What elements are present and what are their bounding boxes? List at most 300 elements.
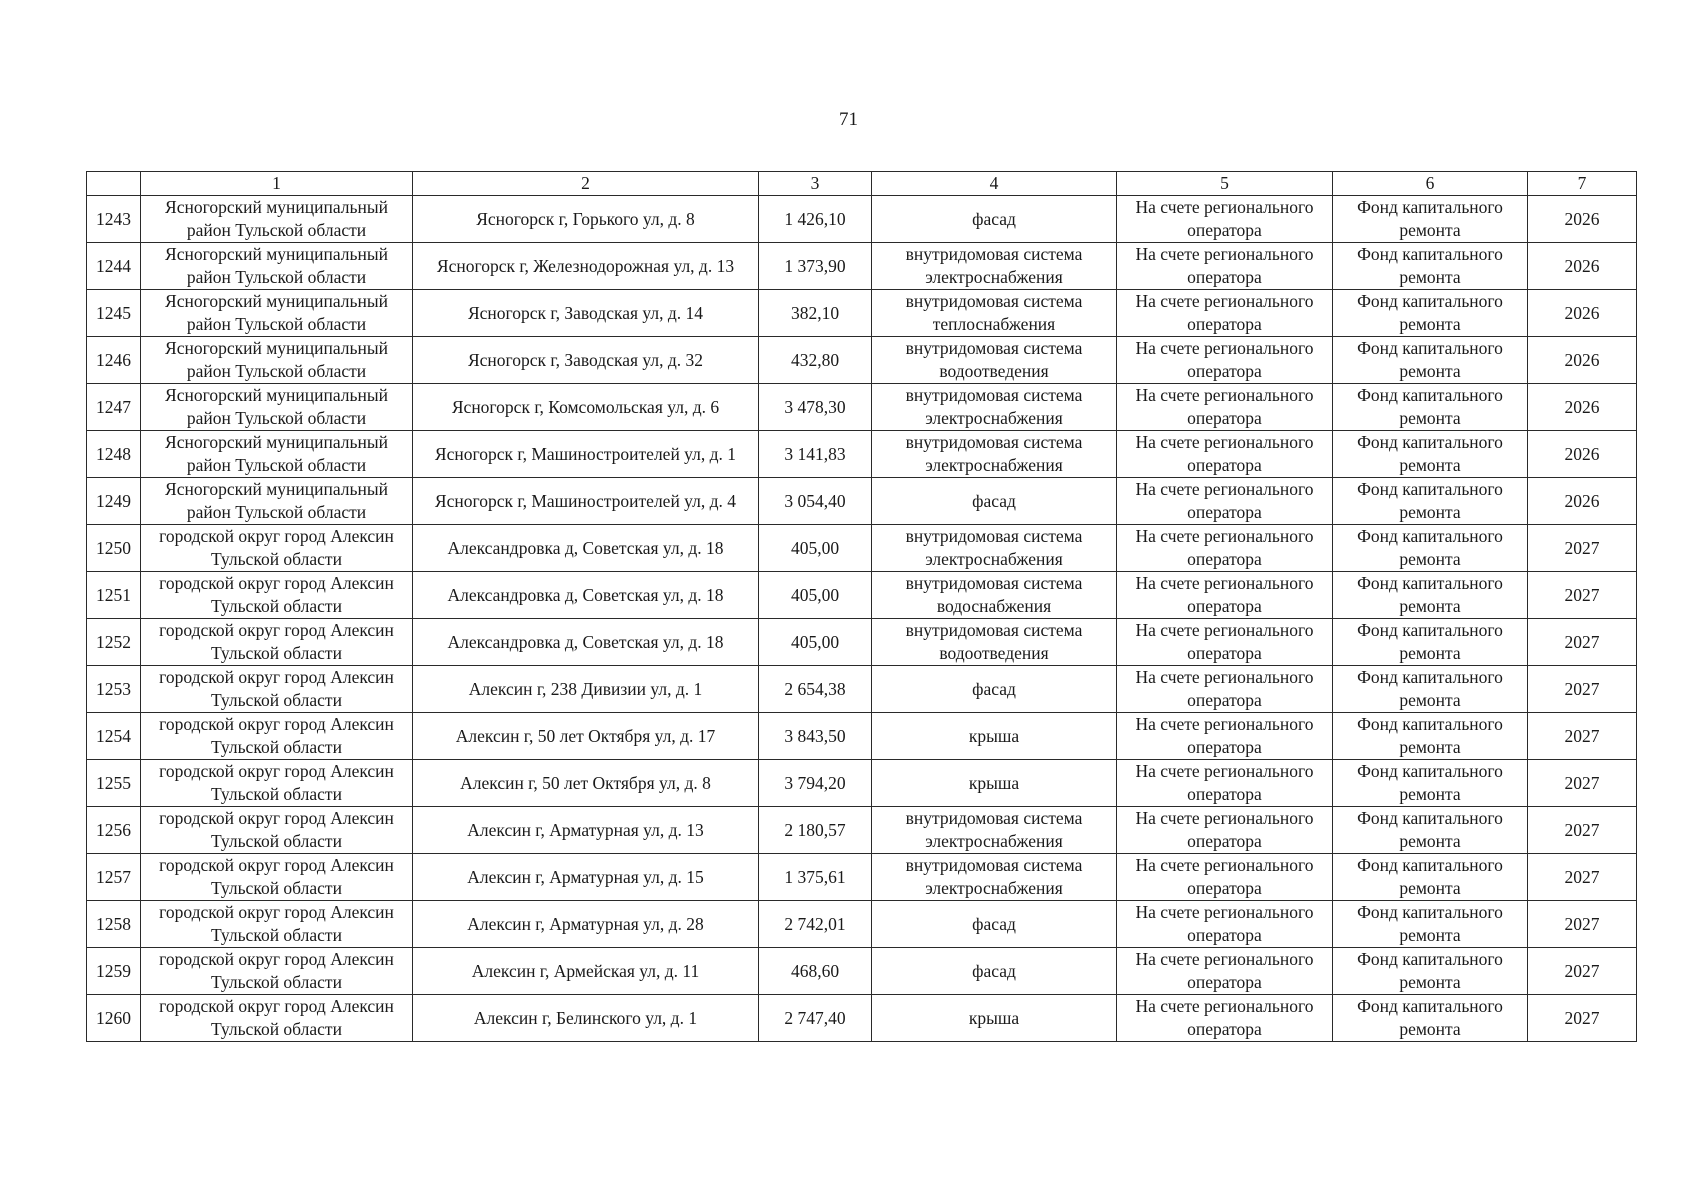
work-type-line: теплоснабжения: [932, 314, 1056, 334]
account-cell: [1117, 619, 1333, 666]
row-number-cell: 1252: [87, 619, 141, 666]
year-cell: 2027: [1528, 760, 1637, 807]
column-header-0: [87, 172, 141, 196]
funding-source-line: ремонта: [1399, 314, 1461, 334]
account-line: оператора: [1187, 972, 1262, 992]
year-cell: 2026: [1528, 243, 1637, 290]
account-line: На счете регионального: [1135, 714, 1314, 734]
funding-source-line: ремонта: [1399, 784, 1461, 804]
funding-source-line: Фонд капитального: [1357, 902, 1503, 922]
year-cell: 2027: [1528, 713, 1637, 760]
column-header-6: 6: [1333, 172, 1528, 196]
municipality-cell: [141, 243, 413, 290]
address-cell: Александровка д, Советская ул, д. 18: [413, 572, 759, 619]
account-line: оператора: [1187, 455, 1262, 475]
account-line: оператора: [1187, 408, 1262, 428]
year-cell: 2027: [1528, 807, 1637, 854]
municipality-cell: [141, 431, 413, 478]
column-header-7: 7: [1528, 172, 1637, 196]
municipality-line: городской округ город Алексин: [159, 714, 394, 734]
table-row: [87, 431, 1637, 478]
table-row: [87, 290, 1637, 337]
account-cell: [1117, 243, 1333, 290]
municipality-line: район Тульской области: [186, 314, 367, 334]
account-line: На счете регионального: [1135, 996, 1314, 1016]
area-cell: 3 794,20: [759, 760, 872, 807]
work-type-line: внутридомовая система: [905, 573, 1083, 593]
year-cell: 2027: [1528, 901, 1637, 948]
year-cell: 2027: [1528, 619, 1637, 666]
work-type-line: внутридомовая система: [905, 338, 1083, 358]
municipality-cell: [141, 760, 413, 807]
funding-source-line: Фонд капитального: [1357, 197, 1503, 217]
address-cell: Ясногорск г, Железнодорожная ул, д. 13: [413, 243, 759, 290]
work-type-cell: [872, 478, 1117, 525]
work-type-line: внутридомовая система: [905, 620, 1083, 640]
year-cell: 2026: [1528, 478, 1637, 525]
account-line: На счете регионального: [1135, 338, 1314, 358]
municipality-line: район Тульской области: [186, 455, 367, 475]
account-line: оператора: [1187, 596, 1262, 616]
municipality-line: Тульской области: [211, 643, 342, 663]
municipality-line: Тульской области: [211, 831, 342, 851]
funding-source-line: Фонд капитального: [1357, 338, 1503, 358]
table-row: [87, 948, 1637, 995]
account-line: На счете регионального: [1135, 855, 1314, 875]
municipality-cell: [141, 619, 413, 666]
table-body: [87, 172, 1637, 1042]
municipality-line: Тульской области: [211, 549, 342, 569]
funding-source-cell: [1333, 337, 1528, 384]
municipality-cell: [141, 290, 413, 337]
municipality-line: городской округ город Алексин: [159, 996, 394, 1016]
account-line: На счете регионального: [1135, 808, 1314, 828]
funding-source-line: ремонта: [1399, 408, 1461, 428]
funding-source-cell: [1333, 948, 1528, 995]
municipality-line: Тульской области: [211, 878, 342, 898]
row-number-cell: 1248: [87, 431, 141, 478]
row-number-cell: 1258: [87, 901, 141, 948]
municipality-line: городской округ город Алексин: [159, 573, 394, 593]
account-line: На счете регионального: [1135, 949, 1314, 969]
municipality-line: Тульской области: [211, 690, 342, 710]
municipality-line: городской округ город Алексин: [159, 761, 394, 781]
work-type-cell: [872, 948, 1117, 995]
municipality-line: городской округ город Алексин: [159, 949, 394, 969]
funding-source-cell: [1333, 290, 1528, 337]
work-type-line: фасад: [972, 678, 1016, 699]
work-type-cell: [872, 901, 1117, 948]
table-row: [87, 760, 1637, 807]
funding-source-cell: [1333, 995, 1528, 1042]
area-cell: 1 426,10: [759, 196, 872, 243]
account-line: оператора: [1187, 784, 1262, 804]
funding-source-line: Фонд капитального: [1357, 526, 1503, 546]
account-line: оператора: [1187, 1019, 1262, 1039]
table-row: [87, 666, 1637, 713]
column-header-4: 4: [872, 172, 1117, 196]
area-cell: 405,00: [759, 572, 872, 619]
account-line: На счете регионального: [1135, 479, 1314, 499]
work-type-line: водоотведения: [939, 643, 1049, 663]
account-line: На счете регионального: [1135, 620, 1314, 640]
row-number-cell: 1255: [87, 760, 141, 807]
table-row: [87, 854, 1637, 901]
work-type-cell: [872, 243, 1117, 290]
funding-source-cell: [1333, 666, 1528, 713]
year-cell: 2027: [1528, 854, 1637, 901]
account-line: На счете регионального: [1135, 244, 1314, 264]
row-number-cell: 1244: [87, 243, 141, 290]
account-cell: [1117, 525, 1333, 572]
funding-source-line: Фонд капитального: [1357, 432, 1503, 452]
funding-source-line: ремонта: [1399, 361, 1461, 381]
municipality-cell: [141, 525, 413, 572]
work-type-line: внутридомовая система: [905, 432, 1083, 452]
work-type-line: крыша: [968, 725, 1020, 746]
work-type-cell: [872, 760, 1117, 807]
account-line: оператора: [1187, 737, 1262, 757]
year-cell: 2027: [1528, 666, 1637, 713]
year-cell: 2027: [1528, 572, 1637, 619]
work-type-line: электроснабжения: [925, 408, 1063, 428]
municipality-cell: [141, 572, 413, 619]
municipality-cell: [141, 901, 413, 948]
funding-source-cell: [1333, 760, 1528, 807]
account-line: На счете регионального: [1135, 761, 1314, 781]
row-number-cell: 1260: [87, 995, 141, 1042]
table-row: [87, 901, 1637, 948]
funding-source-line: Фонд капитального: [1357, 855, 1503, 875]
funding-source-line: Фонд капитального: [1357, 620, 1503, 640]
funding-source-line: Фонд капитального: [1357, 573, 1503, 593]
funding-source-cell: [1333, 619, 1528, 666]
year-cell: 2027: [1528, 525, 1637, 572]
municipality-line: Ясногорский муниципальный: [165, 291, 388, 311]
area-cell: 2 654,38: [759, 666, 872, 713]
work-type-cell: [872, 807, 1117, 854]
municipality-line: район Тульской области: [186, 502, 367, 522]
row-number-cell: 1259: [87, 948, 141, 995]
work-type-line: электроснабжения: [925, 267, 1063, 287]
municipality-line: Ясногорский муниципальный: [165, 479, 388, 499]
area-cell: 1 375,61: [759, 854, 872, 901]
work-type-line: электроснабжения: [925, 878, 1063, 898]
work-type-cell: [872, 572, 1117, 619]
municipality-line: городской округ город Алексин: [159, 902, 394, 922]
funding-source-line: ремонта: [1399, 502, 1461, 522]
area-cell: 3 054,40: [759, 478, 872, 525]
address-cell: Ясногорск г, Горького ул, д. 8: [413, 196, 759, 243]
address-cell: Ясногорск г, Машиностроителей ул, д. 1: [413, 431, 759, 478]
work-type-line: фасад: [972, 913, 1016, 934]
work-type-cell: [872, 713, 1117, 760]
year-cell: 2026: [1528, 290, 1637, 337]
municipality-line: городской округ город Алексин: [159, 526, 394, 546]
funding-source-cell: [1333, 196, 1528, 243]
work-type-line: внутридомовая система: [905, 244, 1083, 264]
area-cell: 3 141,83: [759, 431, 872, 478]
row-number-cell: 1246: [87, 337, 141, 384]
work-type-cell: [872, 431, 1117, 478]
funding-source-line: ремонта: [1399, 267, 1461, 287]
funding-source-cell: [1333, 431, 1528, 478]
table-row: [87, 243, 1637, 290]
address-cell: Ясногорск г, Машиностроителей ул, д. 4: [413, 478, 759, 525]
account-line: оператора: [1187, 549, 1262, 569]
funding-source-line: Фонд капитального: [1357, 808, 1503, 828]
address-cell: Александровка д, Советская ул, д. 18: [413, 619, 759, 666]
area-cell: 405,00: [759, 619, 872, 666]
account-cell: [1117, 666, 1333, 713]
table-row: [87, 525, 1637, 572]
page-number: 71: [839, 109, 858, 130]
account-cell: [1117, 384, 1333, 431]
municipality-line: Ясногорский муниципальный: [165, 385, 388, 405]
column-header-5: 5: [1117, 172, 1333, 196]
work-type-line: внутридомовая система: [905, 808, 1083, 828]
work-type-line: электроснабжения: [925, 549, 1063, 569]
funding-source-line: ремонта: [1399, 455, 1461, 475]
funding-source-line: Фонд капитального: [1357, 385, 1503, 405]
account-cell: [1117, 854, 1333, 901]
funding-source-cell: [1333, 243, 1528, 290]
account-line: оператора: [1187, 878, 1262, 898]
account-line: На счете регионального: [1135, 526, 1314, 546]
table-row: [87, 619, 1637, 666]
account-line: На счете регионального: [1135, 432, 1314, 452]
account-line: оператора: [1187, 502, 1262, 522]
repair-schedule-table: [86, 171, 1637, 1042]
funding-source-line: ремонта: [1399, 220, 1461, 240]
year-cell: 2026: [1528, 196, 1637, 243]
row-number-cell: 1256: [87, 807, 141, 854]
account-cell: [1117, 431, 1333, 478]
address-cell: Алексин г, Армейская ул, д. 11: [413, 948, 759, 995]
address-cell: Алексин г, 50 лет Октября ул, д. 8: [413, 760, 759, 807]
account-line: оператора: [1187, 220, 1262, 240]
column-header-3: 3: [759, 172, 872, 196]
funding-source-cell: [1333, 572, 1528, 619]
work-type-cell: [872, 290, 1117, 337]
area-cell: 2 180,57: [759, 807, 872, 854]
table-row: [87, 713, 1637, 760]
account-line: оператора: [1187, 831, 1262, 851]
municipality-line: Тульской области: [211, 1019, 342, 1039]
funding-source-line: ремонта: [1399, 643, 1461, 663]
funding-source-line: ремонта: [1399, 831, 1461, 851]
funding-source-line: Фонд капитального: [1357, 949, 1503, 969]
funding-source-line: ремонта: [1399, 925, 1461, 945]
funding-source-cell: [1333, 525, 1528, 572]
address-cell: Алексин г, 238 Дивизии ул, д. 1: [413, 666, 759, 713]
account-line: оператора: [1187, 267, 1262, 287]
funding-source-cell: [1333, 807, 1528, 854]
account-line: На счете регионального: [1135, 667, 1314, 687]
work-type-cell: [872, 995, 1117, 1042]
municipality-line: Ясногорский муниципальный: [165, 244, 388, 264]
column-header-2: 2: [413, 172, 759, 196]
municipality-line: район Тульской области: [186, 408, 367, 428]
funding-source-line: ремонта: [1399, 737, 1461, 757]
account-cell: [1117, 290, 1333, 337]
municipality-cell: [141, 196, 413, 243]
municipality-line: городской округ город Алексин: [159, 808, 394, 828]
municipality-line: городской округ город Алексин: [159, 620, 394, 640]
funding-source-line: ремонта: [1399, 549, 1461, 569]
address-cell: Ясногорск г, Комсомольская ул, д. 6: [413, 384, 759, 431]
funding-source-line: Фонд капитального: [1357, 667, 1503, 687]
work-type-line: внутридомовая система: [905, 526, 1083, 546]
funding-source-line: ремонта: [1399, 596, 1461, 616]
account-cell: [1117, 995, 1333, 1042]
account-line: оператора: [1187, 690, 1262, 710]
year-cell: 2027: [1528, 948, 1637, 995]
funding-source-cell: [1333, 478, 1528, 525]
work-type-cell: [872, 854, 1117, 901]
area-cell: 3 843,50: [759, 713, 872, 760]
account-cell: [1117, 760, 1333, 807]
municipality-line: Ясногорский муниципальный: [165, 338, 388, 358]
funding-source-line: Фонд капитального: [1357, 244, 1503, 264]
account-line: На счете регионального: [1135, 291, 1314, 311]
account-line: На счете регионального: [1135, 197, 1314, 217]
area-cell: 1 373,90: [759, 243, 872, 290]
funding-source-line: Фонд капитального: [1357, 291, 1503, 311]
table-row: [87, 196, 1637, 243]
table-row: [87, 995, 1637, 1042]
row-number-cell: 1254: [87, 713, 141, 760]
row-number-cell: 1243: [87, 196, 141, 243]
funding-source-cell: [1333, 901, 1528, 948]
work-type-line: водоснабжения: [936, 596, 1052, 616]
account-cell: [1117, 196, 1333, 243]
work-type-line: электроснабжения: [925, 831, 1063, 851]
address-cell: Ясногорск г, Заводская ул, д. 14: [413, 290, 759, 337]
municipality-cell: [141, 713, 413, 760]
municipality-line: городской округ город Алексин: [159, 855, 394, 875]
funding-source-line: ремонта: [1399, 972, 1461, 992]
municipality-cell: [141, 384, 413, 431]
row-number-cell: 1245: [87, 290, 141, 337]
account-line: оператора: [1187, 361, 1262, 381]
account-line: оператора: [1187, 643, 1262, 663]
column-number-row: [87, 172, 1637, 196]
table-row: [87, 384, 1637, 431]
work-type-cell: [872, 384, 1117, 431]
work-type-cell: [872, 196, 1117, 243]
municipality-cell: [141, 337, 413, 384]
municipality-cell: [141, 478, 413, 525]
work-type-cell: [872, 337, 1117, 384]
work-type-cell: [872, 619, 1117, 666]
funding-source-line: Фонд капитального: [1357, 996, 1503, 1016]
row-number-cell: 1251: [87, 572, 141, 619]
year-cell: 2026: [1528, 431, 1637, 478]
account-cell: [1117, 948, 1333, 995]
work-type-cell: [872, 525, 1117, 572]
column-header-1: 1: [141, 172, 413, 196]
account-line: На счете регионального: [1135, 385, 1314, 405]
municipality-cell: [141, 666, 413, 713]
table-row: [87, 337, 1637, 384]
work-type-line: электроснабжения: [925, 455, 1063, 475]
area-cell: 2 747,40: [759, 995, 872, 1042]
address-cell: Алексин г, Арматурная ул, д. 15: [413, 854, 759, 901]
funding-source-line: ремонта: [1399, 878, 1461, 898]
funding-source-line: ремонта: [1399, 1019, 1461, 1039]
municipality-line: Ясногорский муниципальный: [165, 432, 388, 452]
table-row: [87, 572, 1637, 619]
municipality-line: Тульской области: [211, 596, 342, 616]
municipality-cell: [141, 948, 413, 995]
funding-source-line: Фонд капитального: [1357, 761, 1503, 781]
row-number-cell: 1247: [87, 384, 141, 431]
year-cell: 2027: [1528, 995, 1637, 1042]
address-cell: Алексин г, Арматурная ул, д. 28: [413, 901, 759, 948]
funding-source-line: Фонд капитального: [1357, 714, 1503, 734]
municipality-line: район Тульской области: [186, 267, 367, 287]
account-line: оператора: [1187, 314, 1262, 334]
account-line: На счете регионального: [1135, 902, 1314, 922]
account-line: На счете регионального: [1135, 573, 1314, 593]
municipality-line: городской округ город Алексин: [159, 667, 394, 687]
work-type-cell: [872, 666, 1117, 713]
area-cell: 382,10: [759, 290, 872, 337]
account-cell: [1117, 713, 1333, 760]
account-cell: [1117, 901, 1333, 948]
funding-source-line: ремонта: [1399, 690, 1461, 710]
account-cell: [1117, 337, 1333, 384]
account-cell: [1117, 572, 1333, 619]
address-cell: Алексин г, 50 лет Октября ул, д. 17: [413, 713, 759, 760]
account-cell: [1117, 478, 1333, 525]
municipality-line: район Тульской области: [186, 220, 367, 240]
work-type-line: внутридомовая система: [905, 855, 1083, 875]
row-number-cell: 1257: [87, 854, 141, 901]
funding-source-line: Фонд капитального: [1357, 479, 1503, 499]
table-row: [87, 478, 1637, 525]
row-number-cell: 1253: [87, 666, 141, 713]
area-cell: 2 742,01: [759, 901, 872, 948]
municipality-cell: [141, 854, 413, 901]
table-row: [87, 807, 1637, 854]
municipality-line: Тульской области: [211, 784, 342, 804]
municipality-line: Тульской области: [211, 925, 342, 945]
address-cell: Алексин г, Арматурная ул, д. 13: [413, 807, 759, 854]
account-cell: [1117, 807, 1333, 854]
account-line: оператора: [1187, 925, 1262, 945]
year-cell: 2026: [1528, 384, 1637, 431]
funding-source-cell: [1333, 713, 1528, 760]
funding-source-cell: [1333, 384, 1528, 431]
work-type-line: крыша: [968, 772, 1020, 793]
municipality-cell: [141, 995, 413, 1042]
funding-source-cell: [1333, 854, 1528, 901]
work-type-line: внутридомовая система: [905, 385, 1083, 405]
work-type-line: фасад: [972, 208, 1016, 229]
municipality-line: Ясногорский муниципальный: [165, 197, 388, 217]
row-number-cell: 1249: [87, 478, 141, 525]
municipality-cell: [141, 807, 413, 854]
area-cell: 3 478,30: [759, 384, 872, 431]
work-type-line: внутридомовая система: [905, 291, 1083, 311]
municipality-line: район Тульской области: [186, 361, 367, 381]
year-cell: 2026: [1528, 337, 1637, 384]
address-cell: Александровка д, Советская ул, д. 18: [413, 525, 759, 572]
area-cell: 432,80: [759, 337, 872, 384]
address-cell: Ясногорск г, Заводская ул, д. 32: [413, 337, 759, 384]
